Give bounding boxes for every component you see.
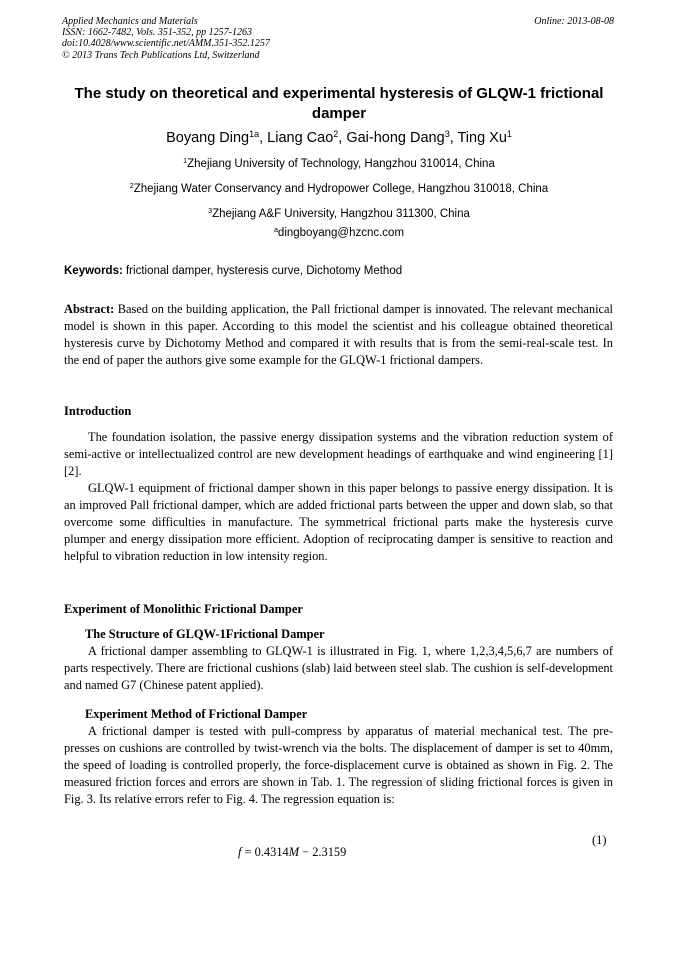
- abstract-text: Based on the building application, the Pall frictional damper is innovated. The relevant mechanical model is shown in this paper. According to this model the scientist and his colleague obtained theoretical hysteresis curve by Dichotomy Method and compared it with results that is from the semi-real-scale test. In the end of paper the authors give some example for the GLQW-1 frictional dampers.: [64, 302, 613, 367]
- author-list: Boyang Ding$^{1a}$, Liang Cao$^2$, Gai-hong Dang$^3$, Ting Xu$^1$: [166, 129, 512, 146]
- author-superscript: 1: [506, 129, 512, 140]
- abstract-label: Abstract:: [64, 302, 115, 316]
- keywords: [64, 265, 402, 277]
- author-name: Ting Xu: [457, 130, 507, 146]
- affiliation: $^1$Zhejiang University of Technology, Hangzhou 310014, China: [183, 157, 495, 170]
- equation-number: (1): [592, 833, 607, 847]
- online-date: Online: 2013-08-08: [534, 16, 614, 27]
- author-superscript: 3: [444, 129, 450, 140]
- intro-paragraph-1: The foundation isolation, the passive energy dissipation systems and the vibration reduction system of semi-active or intellectualized control are new development headings of earthquake and wind engineering [1] [2].: [64, 430, 613, 478]
- affiliation: $^3$Zhejiang A&F University, Hangzhou 311300, China: [208, 207, 470, 220]
- abstract: [64, 301, 613, 369]
- author-name: Liang Cao: [267, 130, 334, 146]
- author-email: $^a$dingboyang@hzcnc.com: [273, 226, 405, 239]
- keywords-label: Keywords:: [64, 265, 123, 277]
- paper-title: The study on theoretical and experimental hysteresis of GLQW-1 frictional damper: [74, 85, 604, 122]
- author-superscript: 2: [333, 129, 339, 140]
- section-heading-introduction: Introduction: [64, 404, 132, 418]
- regression-equation: f = 0.4314M − 2.3159: [238, 845, 347, 859]
- method-paragraph: A frictional damper is tested with pull-compress by apparatus of material mechanical test. The pre-presses on cushions are controlled by twist-wrench via the bolts. The displacement of damper is set to 40mm, the speed of loading is controlled properly, the force-displacement curve is obtained as shown in Fig. 2. The measured friction forces and errors are shown in Tab. 1. The regression of sliding frictional forces is given in Fig. 3. Its relative errors refer to Fig. 4. The regression equation is:: [64, 724, 613, 806]
- issn-line: ISSN: 1662-7482, Vols. 351-352, pp 1257-1263: [62, 27, 252, 39]
- author-superscript: 1a: [249, 129, 260, 140]
- intro-paragraph-2: GLQW-1 equipment of frictional damper shown in this paper belongs to passive energy dissipation. It is an improved Pall frictional damper, which are added frictional parts between the upper and down slab, so that overcome some difficulties in manufacture. The symmetrical frictional parts make the hysteresis curve plumper and energy dissipation more efficient. Adoption of reciprocating damper is sensitive to reaction and helpful to vibration reduction in low intensity region.: [64, 481, 613, 563]
- author-name: Gai-hong Dang: [346, 130, 445, 146]
- affiliation: $^2$Zhejiang Water Conservancy and Hydropower College, Hangzhou 310018, China: [129, 182, 549, 195]
- structure-paragraph: A frictional damper assembling to GLQW-1 is illustrated in Fig. 1, where 1,2,3,4,5,6,7 are numbers of parts respectively. There are frictional cushions (slab) laid between steel slab. The cushion is self-development and named G7 (Chinese patent applied).: [64, 644, 613, 692]
- keywords-text: frictional damper, hysteresis curve, Dichotomy Method: [122, 265, 403, 277]
- journal-name: Applied Mechanics and Materials: [62, 16, 198, 27]
- doi-line: doi:10.4028/www.scientific.net/AMM.351-352.1257: [62, 38, 270, 50]
- journal-header: [62, 16, 270, 61]
- section-heading-experiment: Experiment of Monolithic Frictional Damper: [64, 602, 303, 616]
- author-name: Boyang Ding: [166, 130, 250, 146]
- subsection-heading-structure: The Structure of GLQW-1Frictional Damper: [85, 627, 325, 641]
- subsection-heading-method: Experiment Method of Frictional Damper: [85, 707, 308, 721]
- copyright-line: © 2013 Trans Tech Publications Ltd, Switzerland: [62, 49, 260, 61]
